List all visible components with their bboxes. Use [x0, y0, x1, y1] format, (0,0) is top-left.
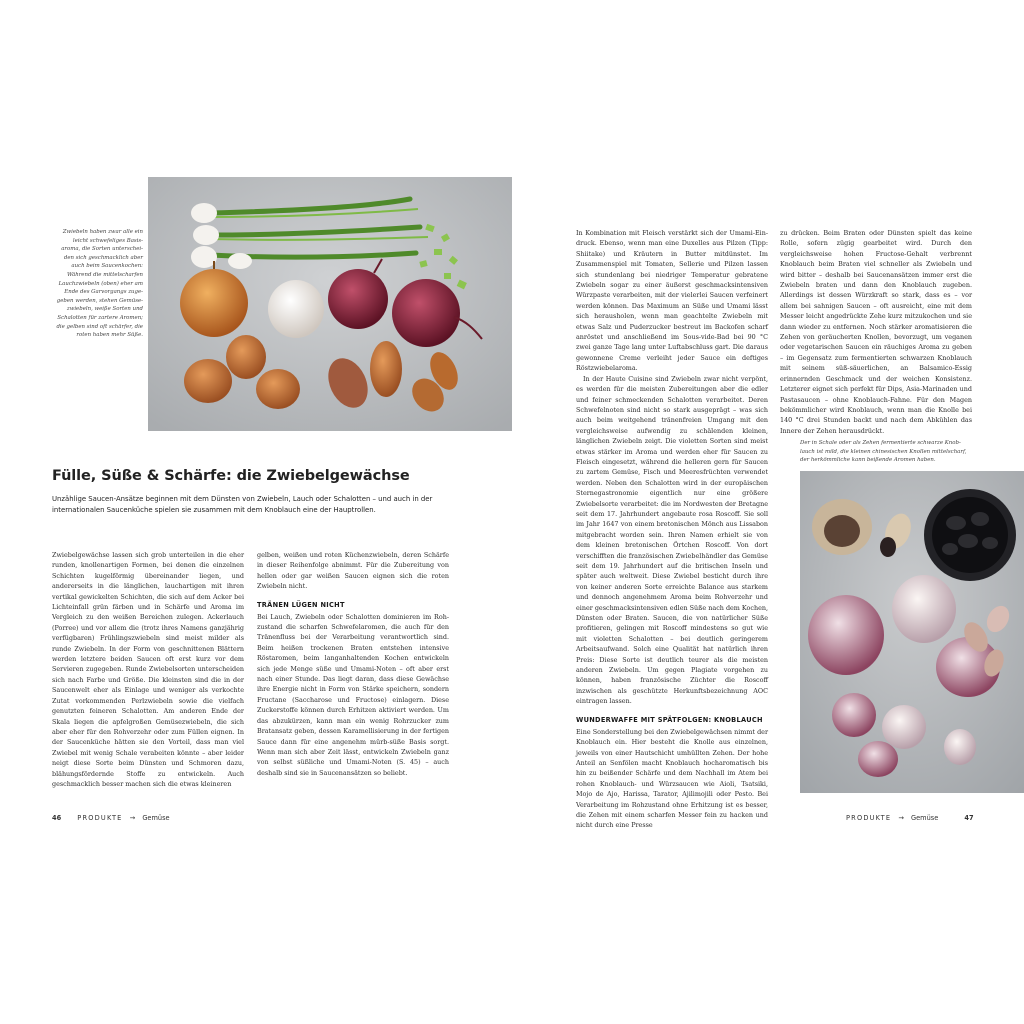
- paragraph: Bei Lauch, Zwiebeln oder Schalotten dominieren im Rohzustand die scharfen Schwefelaromen, die auch für den Tränenfluss bei der Verarbeitung verantwortlich sind. Beim heißen trockenen Braten entstehen intensive Röstaromen, beim langanhaltenden Kochen entwickeln sich jede Menge süße und Umami-Noten – oft aber erst nach einer Stunde. Das liegt daran, dass diese Gewächse ihre Energie nicht in Form von Stärke speichern, sondern Fructane (Saccharose und Fructose) einlagern. Diese Zuckerstoffe können durch Erhitzen aktiviert werden. Um das abzukürzen, kann man ein wenig Rohrzucker zum Bratansatz geben, dessen Karamellisierung in der fertigen Sauce dann für eine angenehm mürb-süße Basis sorgt. Wenn man sich aber Zeit lässt, entwickeln Zwiebeln ganz von selbst süßliche und Umami-Noten (S. 45) – auch deshalb sind sie in Saucenansätzen so beliebt.: [257, 612, 449, 777]
- section-label: PRODUKTE: [77, 814, 123, 822]
- section-label: PRODUKTE: [846, 814, 892, 822]
- intro-text: Unzählige Saucen-Ansätze beginnen mit dem Dünsten von Zwiebeln, Lauch oder Schalotten – und auch in der internationalen Saucenküche spielen sie zusammen mit dem Knoblauch eine der Hauptrollen.: [52, 495, 433, 515]
- subsection-label: Gemüse: [911, 814, 939, 822]
- paragraph: Zwiebelgewächse lassen sich grob unterteilen in die eher runden, knollenartigen Formen, bei denen die einzelnen Schichten kugelförmig übereinander liegen, und andererseits in die länglichen, lauchartigen mit ihren vertikal gewickelten Schichten, die sich auf dem Acker bei Lichteinfall grün färben und in Schärfe und Aroma im Vergleich zu den weißen Bereichen zulegen. Ackerlauch (Porree) und vor allem die (trotz ihres Namens ganzjährig verfügbaren) Frühlingszwiebeln sind meist milder als runde Zwiebeln. In der Form von geschnittenen Blättern werden letztere beiden Saucen oft erst kurz vor dem Servieren zugegeben. Runde Zwiebelsorten unterscheiden sich nach Farbe und Größe. Die kleinsten sind die in der Saucenwelt eher als Einlage und weniger als verkochte Zutat vorkommenden Perlzwiebeln sowie die vielfach genutzten feineren Schalotten. Am anderen Ende der Skala liegen die apfelgroßen Gemüsezwiebeln, die sich aber eher für den Rohverzehr oder zum Füllen eignen. In der Saucenküche hätten sie den Vorteil, dass man viel Zwiebel mit wenig Schale verabeiten könnte – aber leider neigt diese Sorte beim Dünsten und Schmoren dazu, blähungsfördernde Stoffe zu entwickeln. Auch geschmacklich besser machen sich die etwas kleineren: [52, 551, 244, 788]
- garlic-photo: [800, 471, 1024, 793]
- paragraph: zu drücken. Beim Braten oder Dünsten spielt das keine Rolle, sofern zügig gearbeitet wird. Durch den vergleichsweise hohen Fructose-Gehalt verbrennt Knoblauch beim Braten viel schneller als Zwiebeln und wird bitter – deshalb bei Saucenansätzen immer erst die Zwiebeln braten und dann den Knoblauch zugeben. Allerdings ist dessen Würzkraft so stark, dass es – vor allem bei sahnigen Saucen – oft ausreicht, eine mit dem Messer leicht angedrückte Zehe kurz mitzukochen und sie dann wieder zu entfernen. Noch stärker aromatisieren die Zehen von geräucherten Knollen, bevorzugt, um veganen oder vegetarischen Saucen ein räuchiges Aroma zu geben – im Gegensatz zum fermentierten schwarzen Knoblauch mit seinem süß-säuerlichen, an Balsamico-Essig erinnernden Geschmack und der weichen Konsistenz. Letzterer eignet sich perfekt für Dips, Asia-Marinaden und Pastasaucen – ohne Knoblauch-Fahne. Für den Magen bekömmlicher wird Knoblauch, wenn man die Knolle bei 140 °C drei Stunden backt und nach dem Abkühlen das Innere der Zehen herausdrückt.: [780, 229, 972, 435]
- page-title: Fülle, Süße & Schärfe: die Zwiebelgewächse: [52, 468, 410, 484]
- right-arrow-icon: →: [129, 814, 136, 822]
- page-number: 47: [964, 814, 974, 822]
- garlic-photo-caption: Der in Schale oder als Zehen fermentierte schwarze Knoblauch ist mild, die kleinen chinesischen Knollen mittelscharf, der herkömmliche kann beißende Aromen haben.: [800, 440, 967, 464]
- text-column-3: [576, 228, 768, 831]
- onion-photo: [148, 177, 512, 431]
- paragraph: gelben, weißen und roten Küchenzwiebeln, deren Schärfe in dieser Reihenfolge abnimmt. Für die Zubereitung von hellen oder gar weißen Saucen eignen sich die roten Zwiebeln nicht.: [257, 551, 449, 591]
- onion-photo-caption: Zwiebeln haben zwar alle ein leicht schwefeliges Basisaroma, die Sorten unterscheiden sich geschmacklich aber auch beim Saucenkochen: Während die mittelscharfen Lauchzwiebeln (oben) eher am Ende des Garvorgangs zugegeben werden, stehen Gemüsezwiebeln, weiße Sorten und Schalotten für zartere Aromen; die gelben sind oft schärfer, die roten haben mehr Süße.: [56, 229, 143, 339]
- right-arrow-icon: →: [898, 814, 904, 822]
- paragraph: Eine Sonderstellung bei den Zwiebelgewächsen nimmt der Knoblauch ein. Hier besteht die Knolle aus einzelnen, jeweils von einer Hautschicht umhüllten Zehen. Der hohe Anteil an Senfölen macht Knoblauch hocharomatisch bis hin zu beißender Schärfe und dem Nachhall im Atem bei rohen Knoblauch- und Würzsaucen wie Aioli, Tsatsiki, Mojo de Ajo, Harissa, Tarator, Ajilimojili oder Pesto. Bei Verarbeitung im Rohzustand ohne Erhitzung ist es besser, die Zehen mit einem scharfen Messer fein zu hacken und nicht durch eine Presse: [576, 727, 768, 830]
- text-column-1: [52, 550, 244, 789]
- text-column-2: [257, 550, 449, 778]
- text-column-4: [780, 228, 972, 436]
- paragraph: In der Haute Cuisine sind Zwiebeln zwar nicht verpönt, es werden für die meisten Zubereitungen aber die edler und feiner schmeckenden Schalotten verarbeitet. Deren Schwefelnoten sind nicht so stark ausgeprägt – was sich auch beim weitgehend tränenfreien Umgang mit den vergleichsweise aufwendig zu schälenden kleinen, länglichen Zwiebeln zeigt. Die violetten Sorten sind meist etwas stärker im Aroma und werden eher für Saucen zu Fleisch eingesetzt, während die helleren gern für Saucen zu zartem Gemüse, Fisch und Meeresfrüchten verwendet werden. Neben den Schalotten wird in der europäischen Sternegastronomie eigentlich nur eine größere Zwiebelsorte verarbeitet: die im Nordwesten der Bretagne seit dem 17. Jahrhundert angebaute rosa Roscoff. Sie soll im Jahr 1647 von einem bretonischen Mönch aus Lissabon mitgebracht worden sein. Ihren Namen erhielt sie von dem kleinen bretonischen Örtchen Roscoff. Von dort verschifften die französischen Zwiebelhändler das Gemüse seit dem 19. Jahrhundert auf die britischen Inseln und später auch weltweit. Diese Zwiebel besticht durch ihre von keiner anderen Sorte erreichte Balance aus starkem und dennoch angenehmem Aroma beim Rohverzehr und einer geschmacksintensiven edlen Süße nach dem Kochen, Dünsten oder Braten. Saucen, die von natürlicher Süße profitieren, gelingen mit Roscoff mindestens so gut wie mit violetten Schalotten – bei deutlich geringerem Arbeitsaufwand. Solch eine Qualität hat natürlich ihren Preis: Diese Sorte ist deutlich teurer als die meisten anderen Zwiebeln. Um gegen Plagiate vorgehen zu können, haben französische Züchter die Roscoff inzwischen als geschützte Herkunftsbezeichnung AOC eintragen lassen.: [576, 374, 768, 706]
- left-footer: [52, 814, 170, 822]
- right-footer: [846, 814, 974, 822]
- section-heading: WUNDERWAFFE MIT SPÄTFOLGEN: KNOBLAUCH: [576, 715, 763, 724]
- page-number: 46: [52, 814, 62, 822]
- section-heading: TRÄNEN LÜGEN NICHT: [257, 600, 345, 609]
- subsection-label: Gemüse: [142, 814, 170, 822]
- paragraph: In Kombination mit Fleisch verstärkt sich der Umami-Eindruck. Ebenso, wenn man eine Duxelles aus Pilzen (Tipp: Shiitake) und Kräutern in Butter mitdünstet. Im Zusammenspiel mit Tomaten, Sellerie und Pilzen lassen sich stundenlang bei niedriger Temperatur gebratene Zwiebeln sogar zu einer äußerst geschmacksintensiven Würzpaste verarbeiten, mit der vielerlei Saucen verfeinert werden können. Das Maximum an Süße und Umami lässt sich herausholen, wenn man geachtelte Zwiebeln mit etwas Salz und Puderzucker bestreut im Backofen scharf anröstet und anschließend im Sous-vide-Bad bei 90 °C zwei ganze Tage lang unter Luftabschluss gart. Die daraus gewonnene Creme verleiht jeder Sauce ein deftiges Röstzwiebelaroma.: [576, 229, 768, 373]
